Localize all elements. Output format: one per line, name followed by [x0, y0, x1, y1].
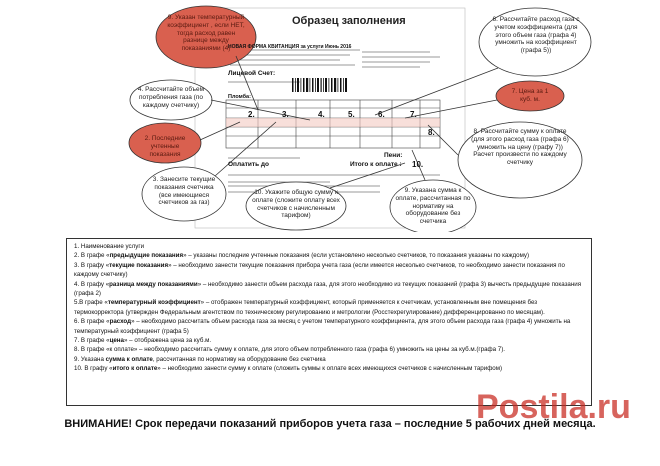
- column-number-2: 2.: [248, 110, 255, 119]
- instructions-box: [66, 238, 592, 406]
- instruction-2: 2. В графе «предыдущие показания» – указаны последние учтенные показания (если установлено несколько счетчиков, то показания указаны по каждому): [74, 252, 530, 260]
- column-number-10: 10.: [412, 160, 424, 169]
- total-to-pay-label: Итого к оплате :: [350, 161, 402, 168]
- instruction-5: 5.В графе «температурный коэффициент» – отображен температурный коэффициент, который применяется к счетчикам, установленным вне помещения без термокорректора (утвержден Федеральным агентством по техническому регулированию и метрологии (Росстехрегулирование) дифференцированно по месяцам).: [74, 299, 545, 316]
- callout-8-text: 8. Рассчитайте сумму к оплате (для этого расход газа (графа 6) умножить на цену (графу 7)) Расчет произвести по каждому счетчику: [471, 128, 569, 167]
- column-number-6: 6.: [378, 110, 385, 119]
- pay-by-label: Оплатить до: [228, 161, 269, 168]
- instruction-9: 9. Указана сумма к оплате, рассчитанная по нормативу на оборудование без счетчика: [74, 355, 326, 363]
- callout-7-text: 7. Цена за 1 куб. м.: [511, 88, 549, 103]
- callout-10-text: 10. Укажите общую сумму к оплате (сложите оплату всех счетчиков с начисленным тарифом): [252, 189, 340, 220]
- column-number-8: 8.: [428, 128, 435, 137]
- watermark-logo: Postila.ru: [476, 388, 631, 426]
- callout-2-text: 2. Последние учтенные показания: [144, 135, 186, 158]
- column-number-5: 5.: [348, 110, 355, 119]
- column-number-3: 3.: [282, 110, 289, 119]
- callout-3-text: 3. Занесите текущие показания счетчика (все имеющиеся счетчиков за газ): [152, 176, 216, 207]
- callout-6-text: 6. Рассчитайте расход газа с учетом коэффициента (для этого объем газа (графа 4) умножить на коэффициент (графа 5)): [492, 16, 580, 55]
- callout-4-text: 4. Рассчитайте объем потребления газа (по каждому счетчику): [137, 86, 205, 109]
- callout-9-text: 9. Указан температурный коэффициент , если НЕТ, тогда расход равен разнице между показаниями (4): [167, 14, 245, 53]
- column-number-7: 7.: [410, 110, 417, 119]
- highlighted-row: [226, 118, 440, 127]
- instruction-1: 1. Наименование услуги: [74, 243, 145, 250]
- penalty-label: Пени:: [384, 152, 403, 159]
- receipt-fine-print-2: Лицевой Счет:: [228, 70, 276, 77]
- receipt-fine-print-3: Пломба:: [228, 94, 251, 100]
- instruction-6: 6. В графе «расход» – необходимо рассчитать объем расхода газа за месяц с учетом температурного коэффициента, для этого объем расхода газа (графа 4) умножить на температурный коэффициент (графа 5): [74, 318, 571, 335]
- callout-9b-text: 9. Указана сумма к оплате, рассчитанная по нормативу на оборудование без счетчика: [395, 187, 471, 226]
- receipt-title: Образец заполнения: [292, 15, 406, 27]
- instruction-10: 10. В графу «итого к оплате» – необходимо занести сумму к оплате (сложить суммы к оплате всех имеющихся счетчиков с начисленным тарифом): [74, 365, 503, 373]
- instruction-3: 3. В графу «текущие показания» – необходимо занести текущие показания прибора учета газа (если имеется несколько счетчиков, то необходимо занести показания по каждому счетчику): [74, 261, 565, 279]
- instruction-4: 4. В графу «разница между показаниями» – необходимо занести объем расхода газа, для этого необходимо из текущих показаний (графа 3) вычесть предыдущие показания (графа 2): [74, 280, 582, 298]
- receipt-fine-print-1: НОВАЯ ФОРМА КВИТАНЦИЯ за услуги Июнь 2016: [228, 44, 352, 50]
- column-number-4: 4.: [318, 110, 325, 119]
- instruction-8: 8. В графе «к оплате» – необходимо рассчитать сумму к оплате, для этого объем потребленного газа (графа 6) умножить на цены за куб.м.(графа 7).: [74, 346, 506, 354]
- instruction-7: 7. В графе «цена» – отображена цена за куб.м.: [74, 337, 212, 345]
- deadline-warning: ВНИМАНИЕ! Срок передачи показаний приборов учета газа – последние 5 рабочих дней месяца.: [64, 418, 596, 430]
